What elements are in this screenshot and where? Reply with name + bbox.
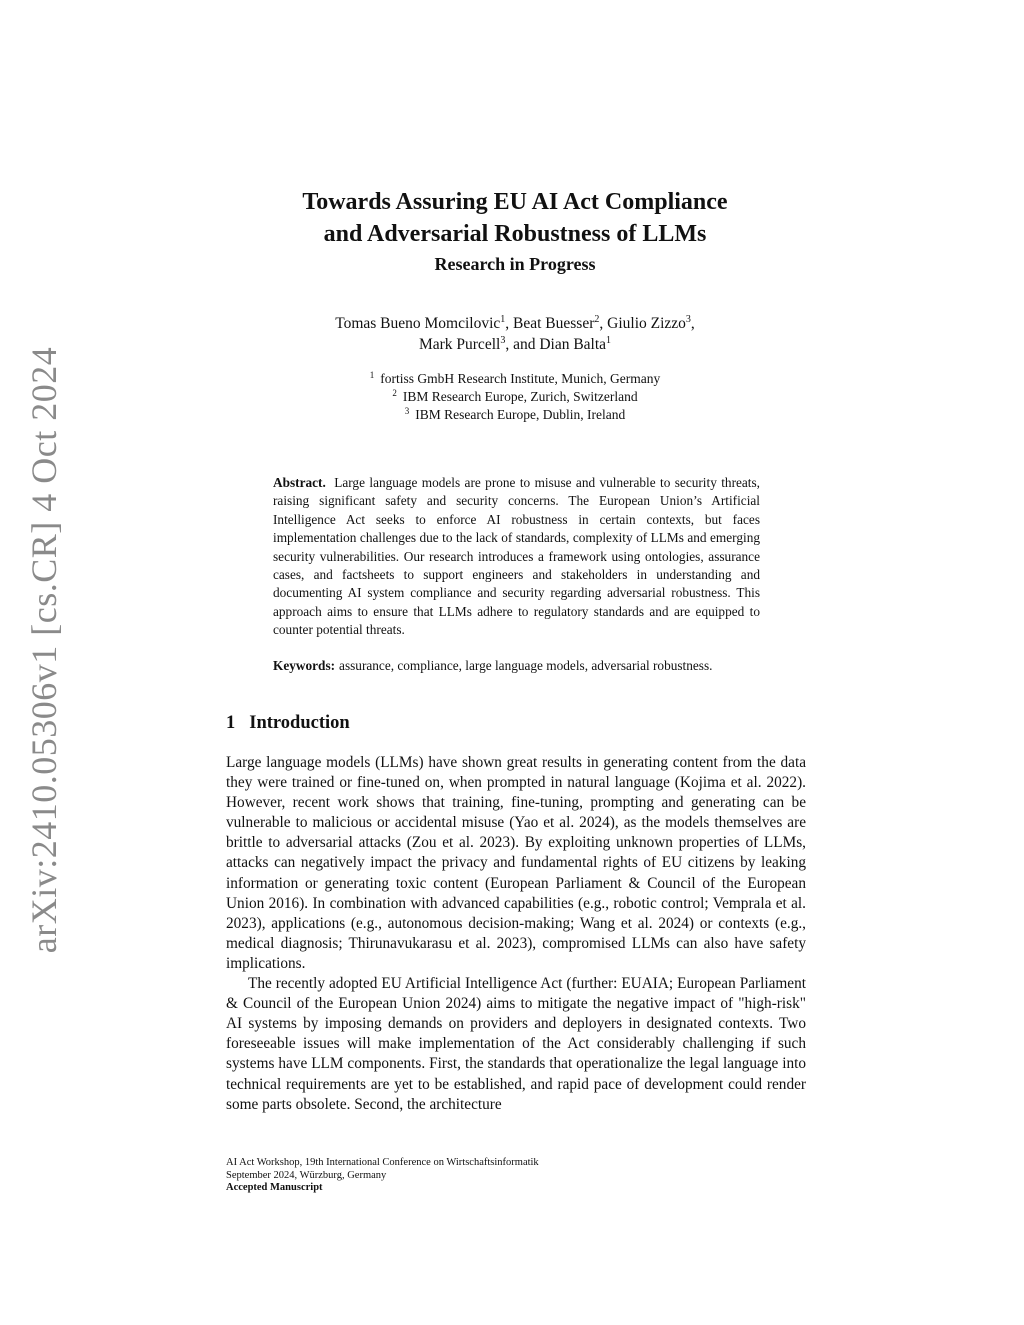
body-paragraph: The recently adopted EU Artificial Intelligence Act (further: EUAIA; European Parliament & Council of the European Union 2024) aims to mitigate the negative impact of "high-risk" AI systems by imposing demands on providers and deployers in designated contexts. Two foreseeable issues will make implementation of the Act considerably challenging if such systems have LLM components. First, the standards that operationalize the legal language into technical requirements are yet to be established, and rapid pace of development could render some parts obsolete. Second, the architecture [226, 975, 806, 1113]
section-title: Introduction [249, 713, 350, 733]
affiliation-item [212, 388, 818, 406]
keywords-label: Keywords: [273, 658, 336, 673]
affiliation-text: IBM Research Europe, Dublin, Ireland [415, 407, 626, 422]
author-name: Tomas Bueno Momcilovic [335, 315, 501, 332]
author-separator: , and [505, 336, 540, 353]
author-affiliation-mark: 3 [500, 334, 506, 346]
author-separator: , [599, 315, 608, 332]
keywords [273, 657, 773, 675]
abstract-label: Abstract. [273, 475, 326, 490]
paper-subtitle: Research in Progress [434, 254, 596, 274]
author-line-1 [212, 313, 818, 334]
author-name: Mark Purcell [418, 336, 501, 353]
affiliation-item [212, 406, 818, 424]
title-line-2: and Adversarial Robustness of LLMs [323, 221, 707, 247]
title-line-1: Towards Assuring EU AI Act Compliance [302, 189, 728, 215]
affiliation-mark: 2 [392, 387, 397, 398]
arxiv-identifier-stamp: arXiv:2410.05306v1 [cs.CR] 4 Oct 2024 [24, 346, 64, 954]
affiliation-text: IBM Research Europe, Zurich, Switzerland [402, 389, 638, 404]
author-list [212, 313, 818, 355]
author-affiliation-mark: 3 [685, 313, 691, 325]
author-name: Dian Balta [539, 336, 607, 353]
affiliation-text: fortiss GmbH Research Institute, Munich, Germany [380, 371, 661, 386]
section-heading-introduction [226, 711, 350, 735]
introduction-body [226, 753, 806, 1115]
abstract [273, 474, 760, 640]
paper-title [212, 186, 818, 250]
abstract-text: Large language models are prone to misuse and vulnerable to security threats, raising significant safety and security concerns. The European Union’s Artificial Intelligence Act seeks to enforce AI robustness in certain contexts, but faces implementation challenges due to the lack of standards, complexity of LLMs and emerging security vulnerabilities. Our research introduces a framework using ontologies, assurance cases, and factsheets to support engineers and stakeholders in understanding and documenting AI system compliance and security regarding adversarial robustness. This approach aims to ensure that LLMs adhere to regulatory standards and are equipped to counter potential threats. [273, 475, 760, 638]
author-name: Giulio Zizzo [607, 315, 686, 332]
footer-status: Accepted Manuscript [226, 1182, 323, 1193]
author-affiliation-mark: 1 [606, 334, 612, 346]
keywords-text: assurance, compliance, large language models, adversarial robustness. [339, 658, 713, 673]
footer-venue: AI Act Workshop, 19th International Conference on Wirtschaftsinformatik [226, 1157, 539, 1168]
author-affiliation-mark: 1 [500, 313, 506, 325]
author-line-2 [212, 334, 818, 355]
affiliation-list [212, 370, 818, 424]
author-separator: , [505, 315, 514, 332]
section-number: 1 [226, 713, 236, 733]
page-footer [226, 1157, 539, 1195]
footer-date-location: September 2024, Würzburg, Germany [226, 1169, 387, 1181]
affiliation-mark: 1 [369, 369, 375, 380]
body-paragraph: Large language models (LLMs) have shown great results in generating content from the data they were trained or fine-tuned on, when prompted in natural language (Kojima et al. 2022). However, recent work shows that training, fine-tuning, prompting and generating can be vulnerable to malicious or accidental misuse (Yao et al. 2024), as the models themselves are brittle to adversarial attacks (Zou et al. 2023). By exploiting unknown properties of LLMs, attacks can negatively impact the privacy and fundamental rights of EU citizens by leaking information or generating toxic content (European Parliament & Council of the European Union 2016). In combination with advanced capabilities (e.g., robotic control; Vemprala et al. 2023), applications (e.g., autonomous decision-making; Wang et al. 2024) or contexts (e.g., medical diagnosis; Thirunavukarasu et al. 2023), compromised LLMs can also have safety implications. [226, 754, 806, 972]
author-separator: , [690, 315, 695, 332]
author-affiliation-mark: 2 [594, 313, 600, 325]
affiliation-mark: 3 [404, 405, 410, 416]
author-name: Beat Buesser [513, 315, 595, 332]
affiliation-item [212, 370, 818, 388]
